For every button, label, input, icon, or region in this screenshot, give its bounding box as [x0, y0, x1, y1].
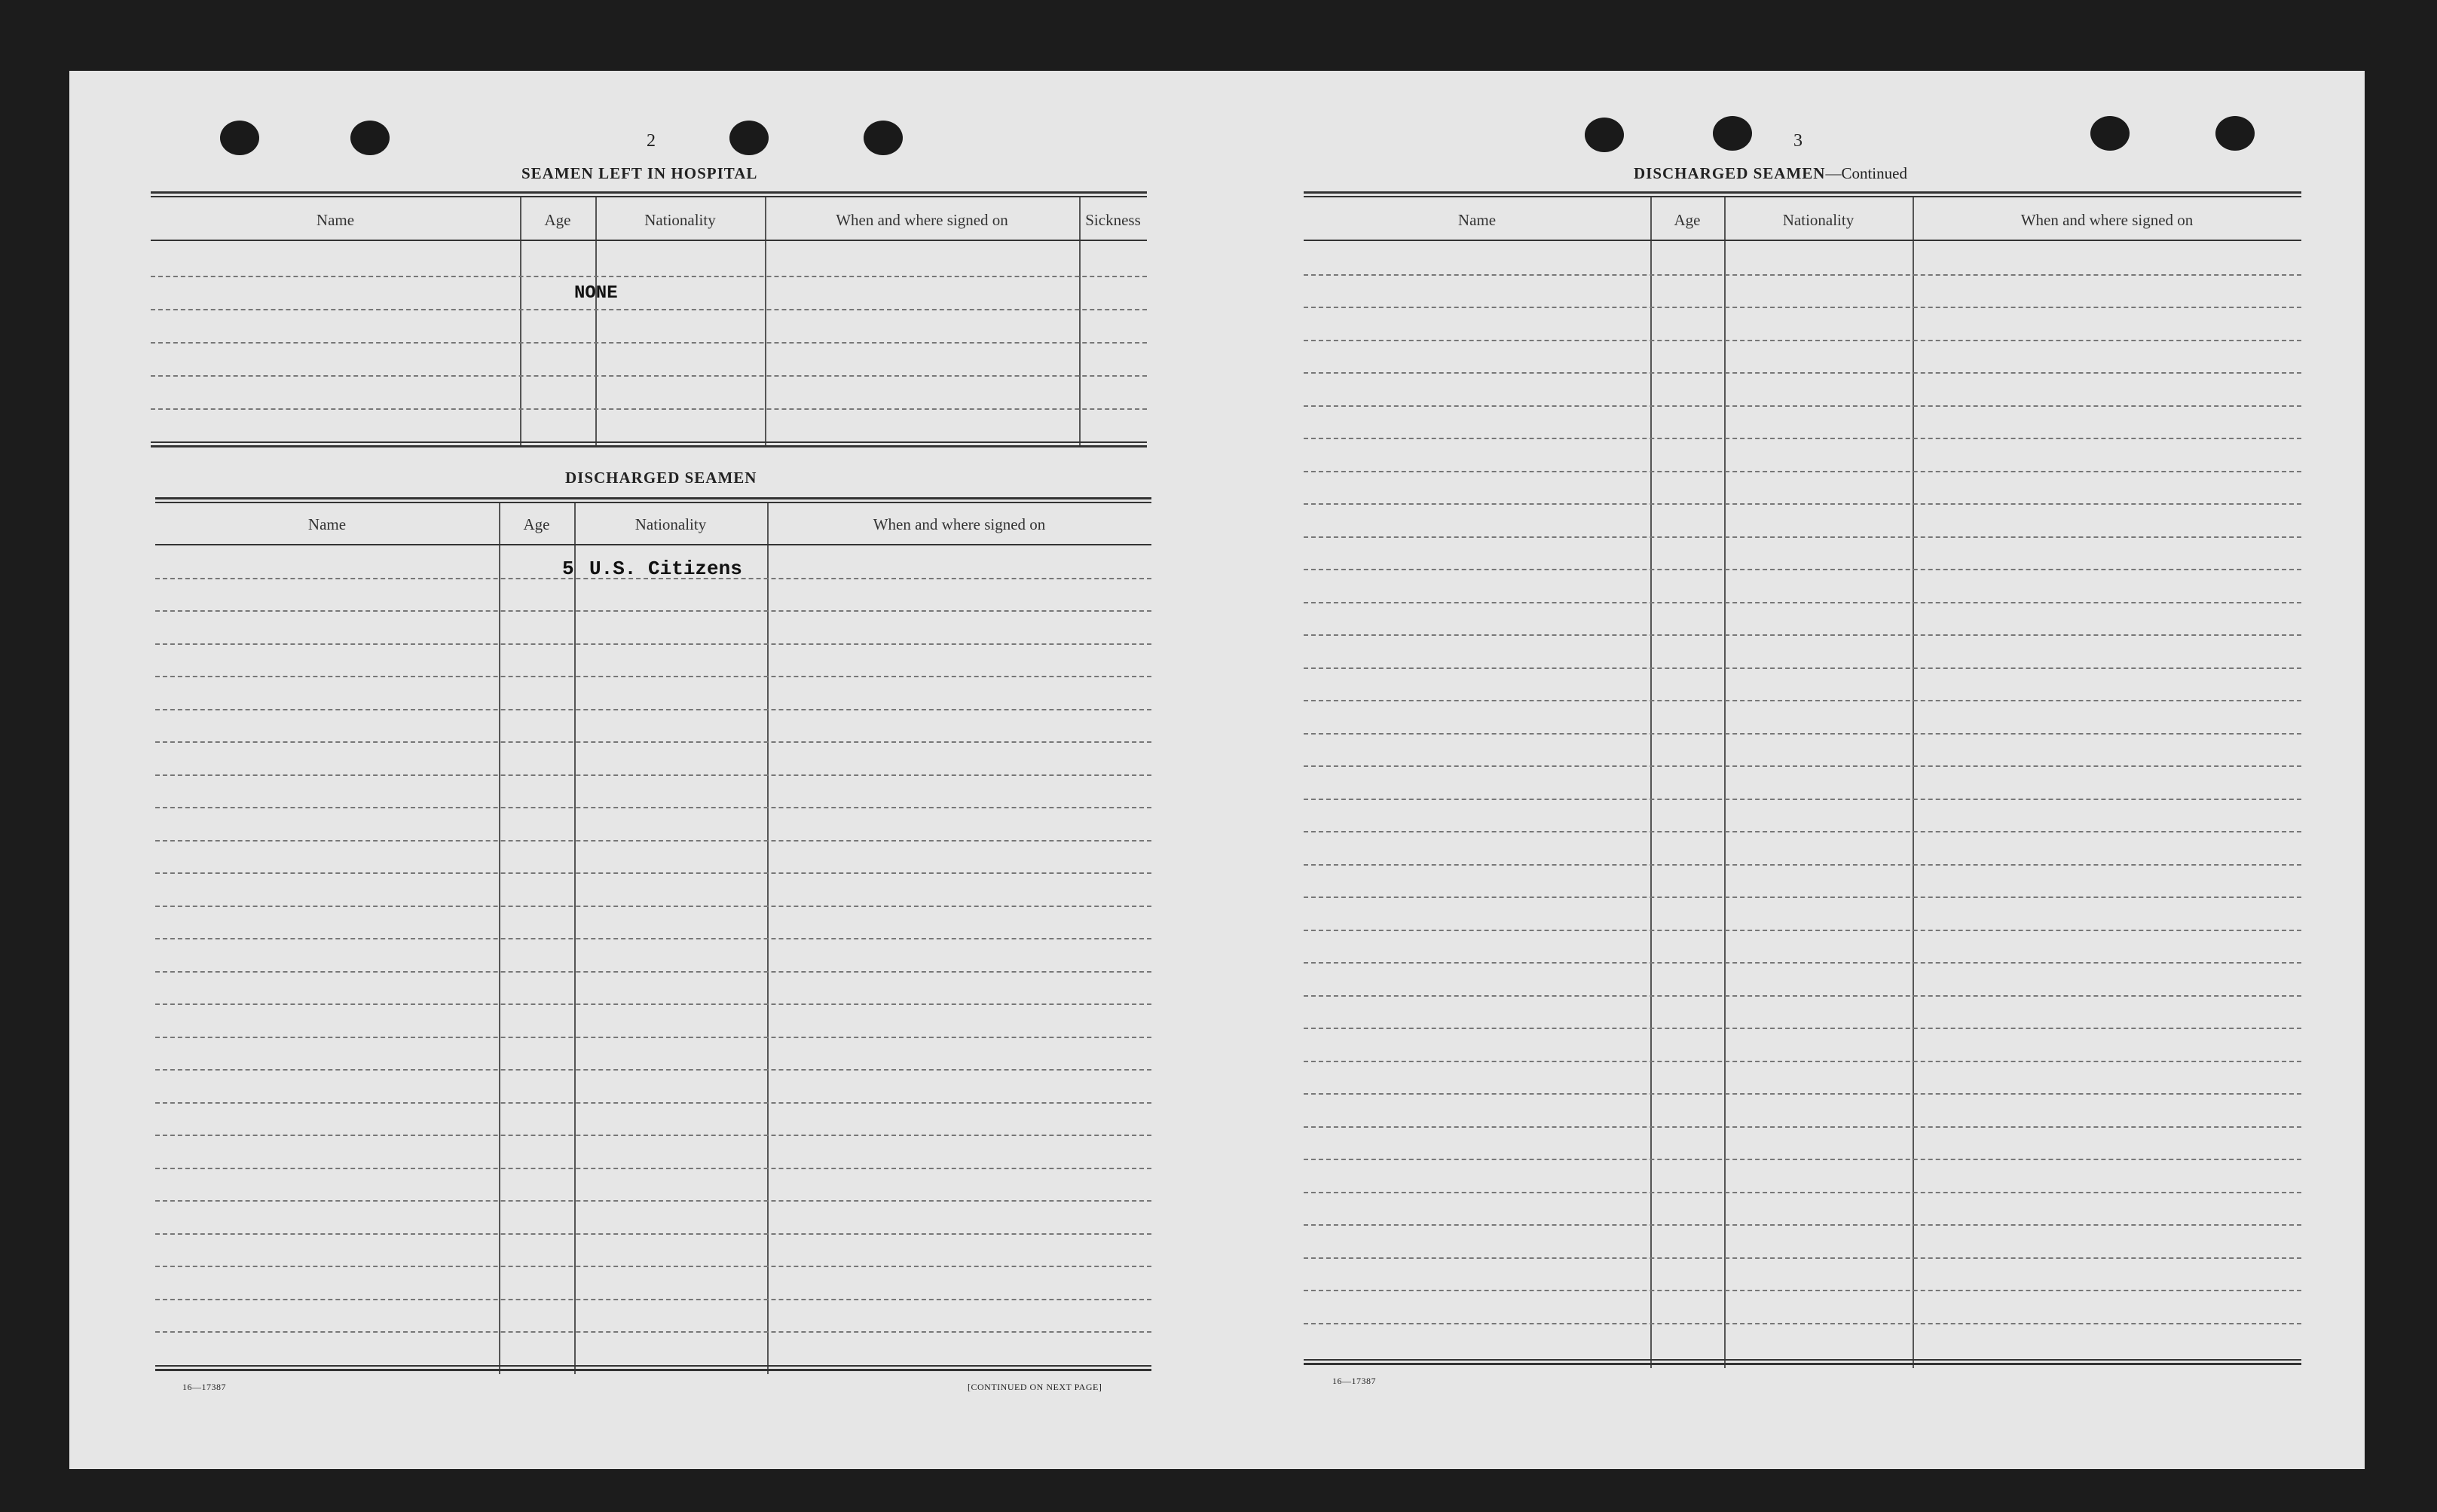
table-row [155, 872, 1151, 874]
table-row [1304, 1192, 2301, 1193]
table-row [1304, 1061, 2301, 1062]
table-row [151, 276, 1147, 277]
table-row [1304, 733, 2301, 735]
table-row [155, 1299, 1151, 1300]
punch-hole [729, 121, 769, 155]
hospital-col-age: Age [544, 211, 571, 229]
table-row [1304, 307, 2301, 308]
table-row [155, 1037, 1151, 1038]
table-row [155, 1168, 1151, 1169]
punch-hole [2090, 116, 2130, 151]
table-row [155, 906, 1151, 907]
table-row [1304, 995, 2301, 997]
table-row [1304, 897, 2301, 898]
table-row [1304, 1290, 2301, 1291]
left-page-number: 2 [647, 131, 656, 151]
right-form-number: 16—17387 [1332, 1376, 1376, 1386]
table-row [151, 309, 1147, 310]
table-row [155, 741, 1151, 743]
hospital-col-nationality: Nationality [644, 211, 716, 229]
punch-hole [1585, 118, 1624, 152]
table-row [155, 1266, 1151, 1267]
table-row [1304, 831, 2301, 832]
punch-hole [220, 121, 259, 155]
discharged-table [155, 497, 1151, 1374]
punch-hole [2215, 116, 2255, 151]
right-section-title [1634, 164, 1907, 183]
table-row [1304, 438, 2301, 439]
table-row [1304, 503, 2301, 505]
table-row [155, 938, 1151, 939]
table-row [1304, 536, 2301, 538]
table-row [155, 1102, 1151, 1104]
punch-hole [864, 121, 903, 155]
hospital-table [151, 191, 1147, 447]
table-row [1304, 1093, 2301, 1095]
table-row [151, 408, 1147, 410]
table-row [155, 1069, 1151, 1071]
discharged-entry-nationality: U.S. Citizens [589, 557, 742, 580]
hospital-col-sickness: Sickness [1085, 211, 1141, 229]
right-page-number: 3 [1793, 131, 1803, 151]
table-row [155, 1135, 1151, 1136]
discharged-col-age: Age [523, 515, 550, 533]
table-row [155, 1003, 1151, 1005]
hospital-section-title: SEAMEN LEFT IN HOSPITAL [521, 164, 758, 182]
table-row [1304, 962, 2301, 964]
table-row [1304, 667, 2301, 669]
punch-hole [350, 121, 390, 155]
table-row [1304, 1028, 2301, 1029]
hospital-entry-none: NONE [574, 283, 618, 304]
table-row [1304, 274, 2301, 276]
discharged-continued-table [1304, 191, 2301, 1374]
discharged-entry-age: 5 [562, 557, 574, 580]
cont-col-signed-on: When and where signed on [2020, 211, 2194, 229]
continued-note: [CONTINUED ON NEXT PAGE] [968, 1382, 1102, 1392]
table-row [155, 1200, 1151, 1202]
table-row [155, 807, 1151, 808]
table-row [1304, 864, 2301, 866]
table-row [1304, 471, 2301, 472]
table-row [1304, 602, 2301, 603]
left-form-number: 16—17387 [182, 1382, 226, 1392]
table-row [151, 342, 1147, 344]
table-row [1304, 1126, 2301, 1128]
table-row [1304, 930, 2301, 931]
cont-col-nationality: Nationality [1782, 211, 1855, 229]
discharged-col-signed-on: When and where signed on [873, 515, 1046, 533]
discharged-col-nationality: Nationality [634, 515, 707, 533]
table-row [1304, 372, 2301, 374]
table-row [1304, 405, 2301, 407]
table-row [155, 1233, 1151, 1235]
table-row [155, 643, 1151, 645]
table-row [155, 709, 1151, 710]
table-row [1304, 634, 2301, 636]
table-row [155, 840, 1151, 842]
right-title-main: DISCHARGED SEAMEN [1634, 164, 1826, 182]
table-row [1304, 1159, 2301, 1160]
table-row [1304, 1224, 2301, 1226]
table-row [155, 1331, 1151, 1333]
hospital-col-name: Name [316, 211, 355, 229]
table-row [1304, 569, 2301, 570]
table-row [155, 676, 1151, 677]
table-row [1304, 765, 2301, 767]
table-row [1304, 799, 2301, 800]
table-row [1304, 340, 2301, 341]
table-row [151, 375, 1147, 377]
discharged-col-name: Name [307, 515, 347, 533]
cont-col-name: Name [1457, 211, 1497, 229]
table-row [1304, 1257, 2301, 1259]
table-row [1304, 1323, 2301, 1324]
document-sheet [69, 71, 2365, 1469]
right-title-continued: —Continued [1825, 164, 1907, 182]
table-row [155, 971, 1151, 973]
discharged-section-title: DISCHARGED SEAMEN [565, 469, 757, 487]
punch-hole [1713, 116, 1752, 151]
table-row [155, 774, 1151, 776]
hospital-col-signed-on: When and where signed on [836, 211, 1008, 229]
cont-col-age: Age [1674, 211, 1701, 229]
table-row [155, 610, 1151, 612]
table-row [1304, 700, 2301, 701]
